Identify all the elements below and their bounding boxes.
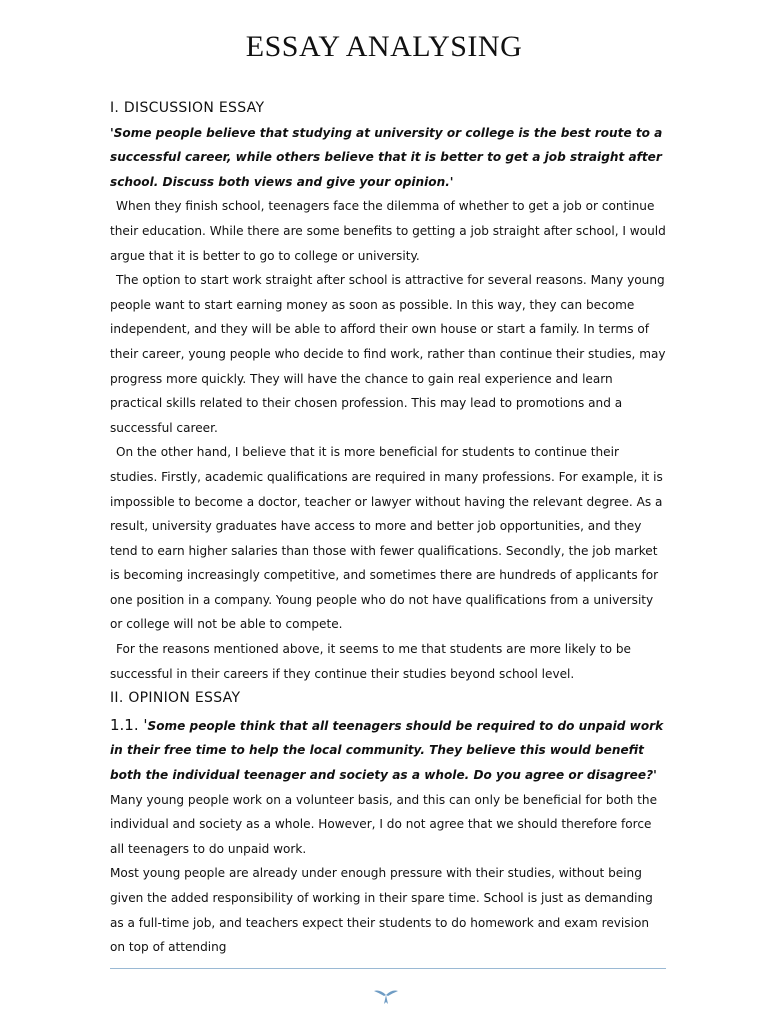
essay-prompt-opinion [110,713,666,788]
document-body [110,96,666,960]
essay-prompt-opinion-text: Some people think that all teenagers should be required to do unpaid work in their free time to help the local community. They believe this would benefit both the individual teenager and society as a whole. Do you agree or disagree?' [110,718,664,783]
paragraph: The option to start work straight after school is attractive for several reasons. Many young people want to start earning money as soon as possible. In this way, they can become independent, and they will be able to afford their own house or start a family. In terms of their career, young people who decide to find work, rather than continue their studies, may progress more quickly. They will have the chance to gain real experience and learn practical skills related to their chosen profession. This may lead to promotions and a successful career. [110,273,666,435]
subsection-number: 1.1. ' [110,715,148,734]
fleur-ornament-icon [373,988,399,1006]
paragraph: For the reasons mentioned above, it seems to me that students are more likely to be successful in their careers if they continue their studies beyond school level. [110,642,631,681]
paragraph: When they finish school, teenagers face the dilemma of whether to get a job or continue their education. While there are some benefits to getting a job straight after school, I would argue that it is better to go to college or university. [110,199,666,263]
section-heading-discussion: I. DISCUSSION ESSAY [110,100,265,116]
paragraph: Most young people are already under enough pressure with their studies, without being given the added responsibility of working in their spare time. School is just as demanding as a full-time job, and teachers expect their students to do homework and exam revision on top of attending [110,866,653,955]
section-heading-opinion: II. OPINION ESSAY [110,690,241,707]
essay-prompt-discussion: 'Some people believe that studying at university or college is the best route to a successful career, while others believe that it is better to get a job straight after school. Discuss both views and give your opinion.' [110,125,663,189]
paragraph: Many young people work on a volunteer basis, and this can only be beneficial for both the individual and society as a whole. However, I do not agree that we should therefore force all teenagers to do unpaid work. [110,792,658,856]
page-title: ESSAY ANALYSING [245,30,523,63]
paragraph: On the other hand, I believe that it is more beneficial for students to continue their studies. Firstly, academic qualifications are required in many professions. For example, it is impossible to become a doctor, teacher or lawyer without having the relevant degree. As a result, university graduates have access to more and better job opportunities, and they tend to earn higher salaries than those with fewer qualifications. Secondly, the job market is becoming increasingly competitive, and sometimes there are hundreds of applicants for one position in a company. Young people who do not have qualifications from a university or college will not be able to compete. [110,445,663,632]
footer-divider [110,968,666,969]
